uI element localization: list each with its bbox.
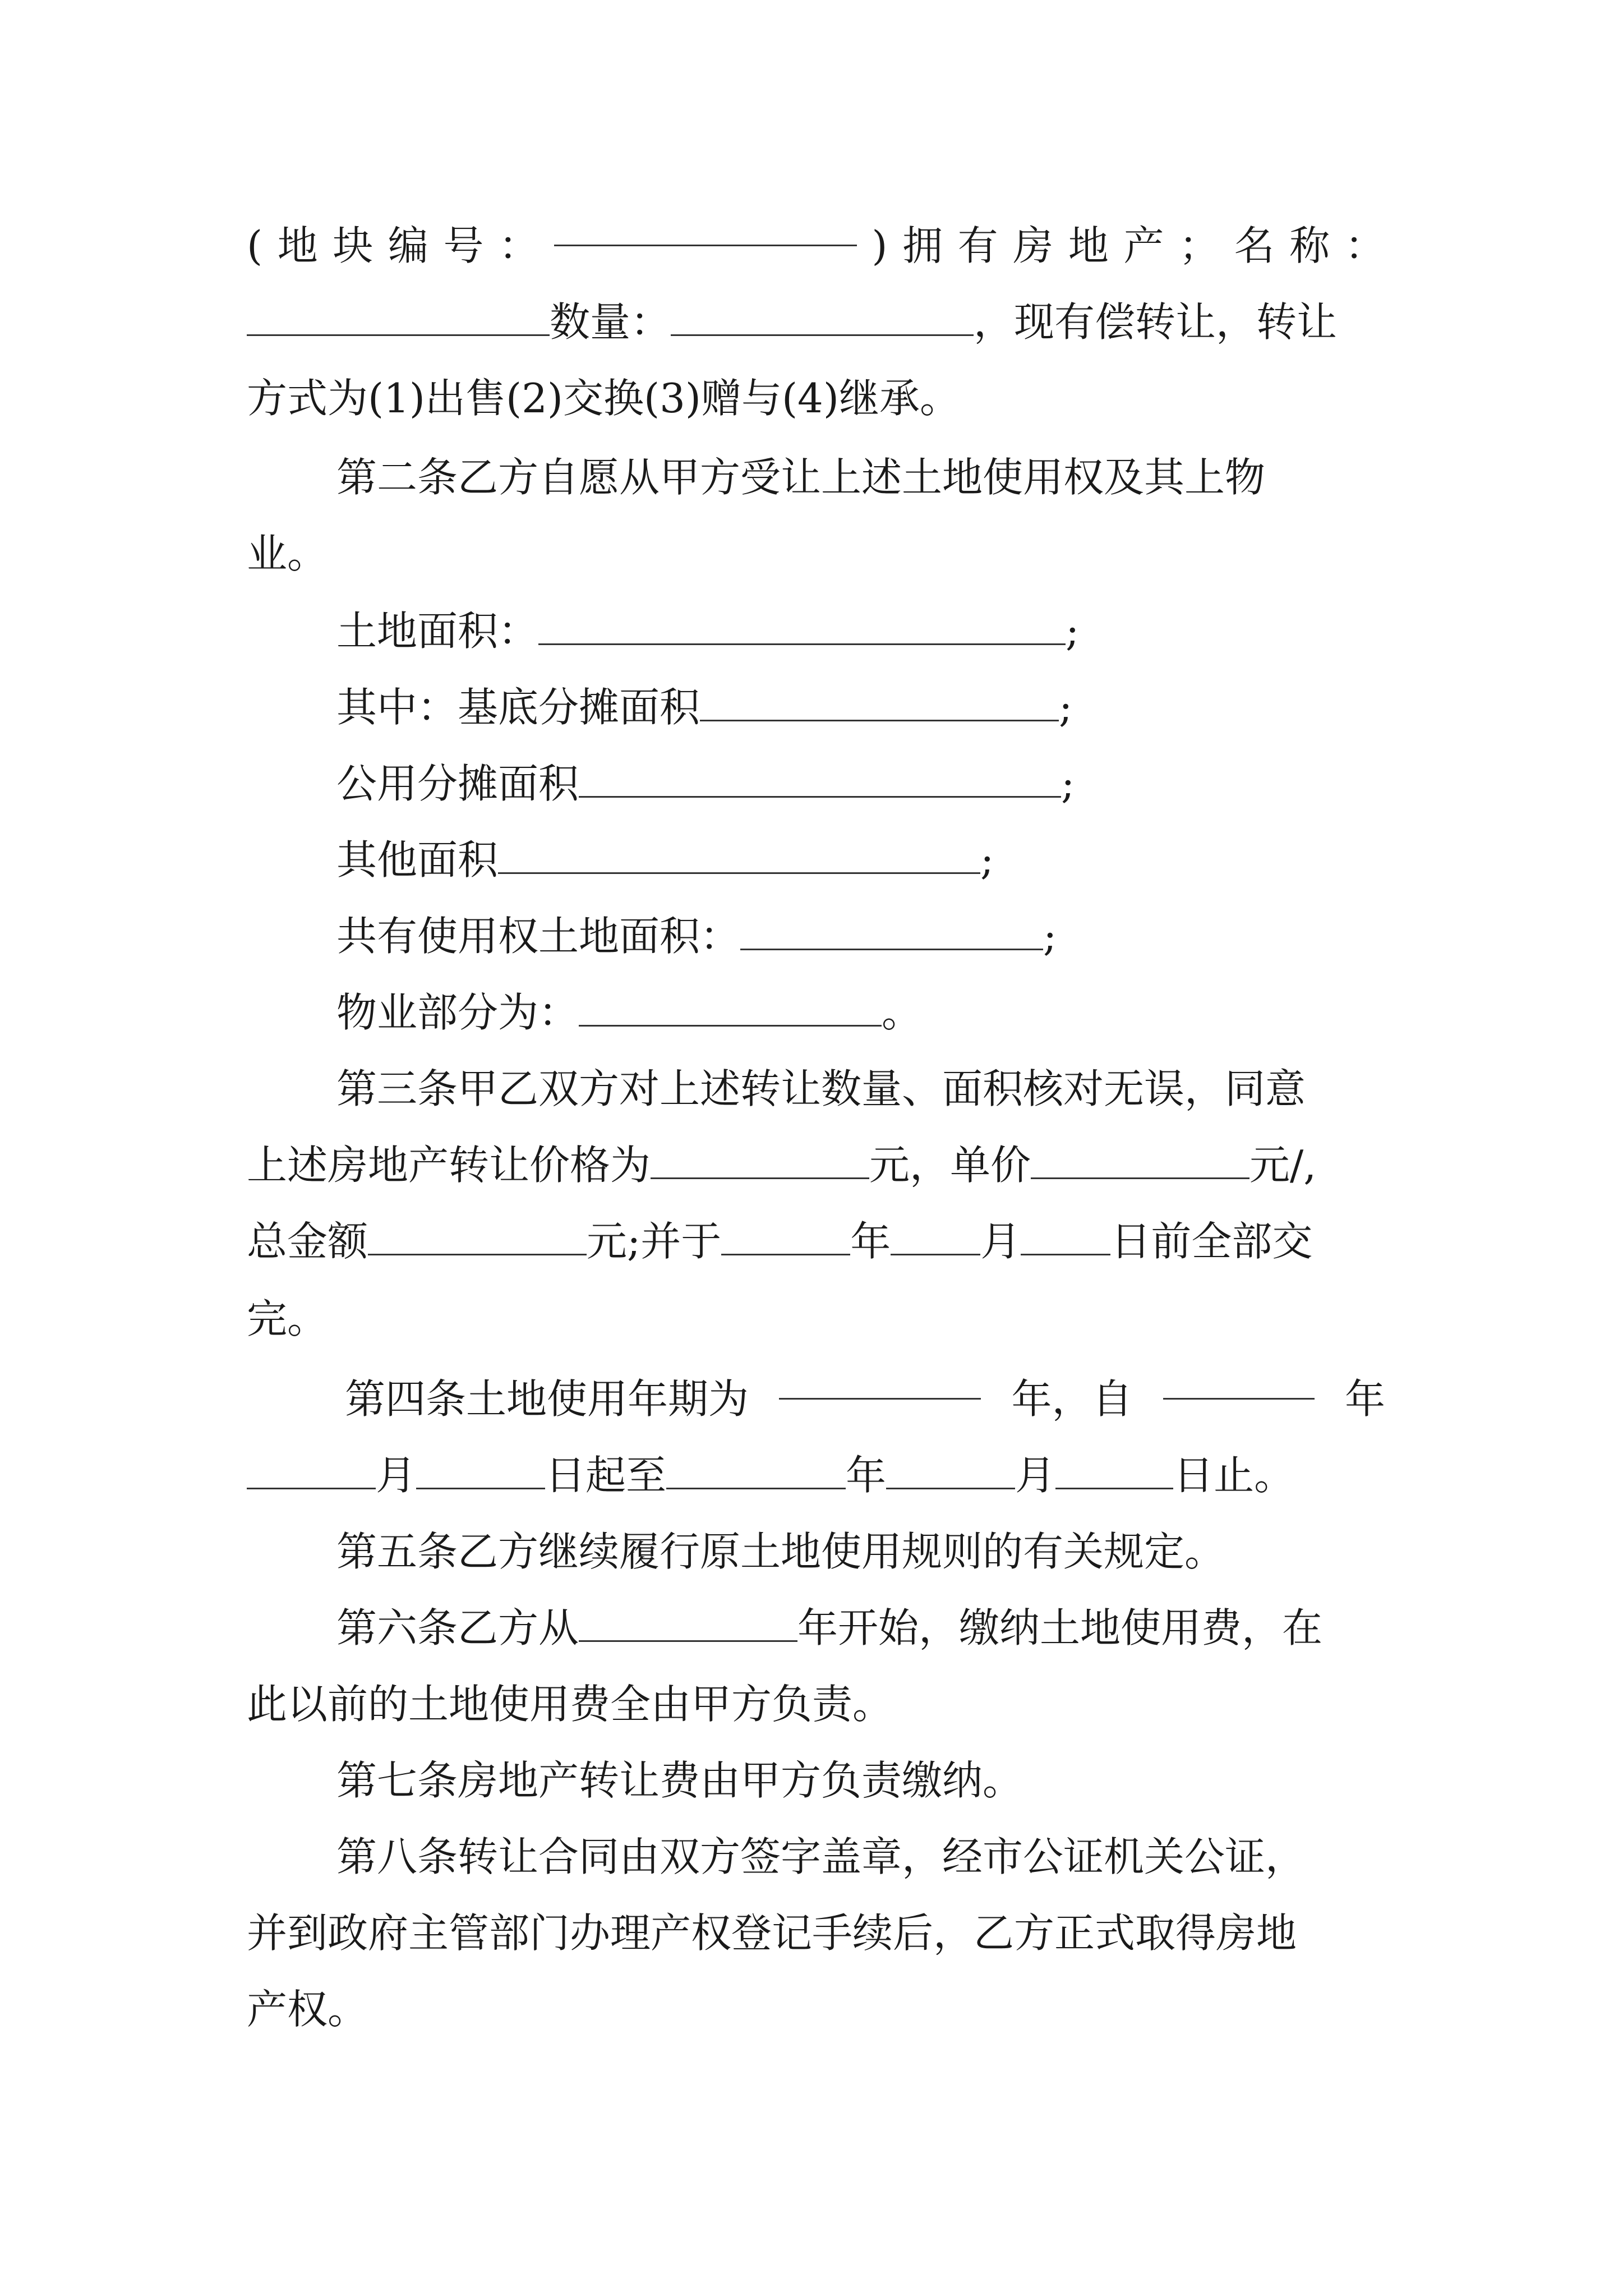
text-fragment: 第八条转让合同由双方签字盖章，经市公证机关公证， bbox=[336, 1833, 1306, 1880]
field-label: 其他面积 bbox=[336, 836, 499, 884]
field-base-shared-area bbox=[336, 668, 1475, 747]
public-shared-area-blank bbox=[579, 758, 1061, 798]
end-year-blank bbox=[666, 1450, 846, 1489]
text-fragment: 日止。 bbox=[1173, 1452, 1295, 1499]
field-public-shared-area bbox=[336, 744, 1475, 823]
text-fragment: 上述房地产转让价格为 bbox=[247, 1142, 651, 1189]
text-fragment: 地 bbox=[277, 222, 318, 269]
text-fragment: 日起至 bbox=[545, 1452, 667, 1499]
paragraph-line bbox=[247, 359, 1385, 438]
text-fragment: 总金额 bbox=[247, 1218, 368, 1265]
base-shared-area-blank bbox=[700, 682, 1059, 721]
text-fragment: ; bbox=[1059, 684, 1073, 731]
text-fragment: 并到政府主管部门办理产权登记手续后，乙方正式取得房地 bbox=[247, 1910, 1297, 1957]
land-area-blank bbox=[538, 605, 1066, 645]
text-fragment: 第二条乙方自愿从甲方受让上述土地使用权及其上物 bbox=[336, 454, 1266, 501]
fee-start-year-blank bbox=[579, 1602, 797, 1642]
field-label: 土地面积： bbox=[336, 608, 539, 655]
paragraph-line bbox=[247, 1665, 1385, 1743]
text-fragment: 完。 bbox=[247, 1295, 328, 1342]
text-fragment: 第七条房地产转让费由甲方负责缴纳。 bbox=[336, 1757, 1023, 1804]
text-fragment: 年 bbox=[850, 1218, 891, 1265]
text-fragment: ： bbox=[499, 222, 540, 269]
text-fragment: 月 bbox=[376, 1452, 417, 1499]
text-fragment: 月 bbox=[980, 1218, 1021, 1265]
text-fragment: 编 bbox=[388, 222, 428, 269]
text-fragment: 元;并于 bbox=[587, 1218, 722, 1265]
text-fragment: 年 bbox=[846, 1452, 887, 1499]
text-fragment: ; bbox=[980, 836, 994, 884]
text-fragment: 元/, bbox=[1249, 1142, 1317, 1189]
field-label: 物业部分为： bbox=[336, 989, 579, 1036]
term-years-blank bbox=[779, 1360, 981, 1400]
name-blank bbox=[247, 296, 550, 336]
paragraph-line bbox=[247, 1894, 1385, 1972]
quantity-blank bbox=[671, 296, 974, 336]
text-fragment: 第五条乙方继续履行原土地使用规则的有关规定。 bbox=[336, 1528, 1225, 1575]
field-co-owned-land-area bbox=[336, 897, 1475, 976]
start-month-blank bbox=[247, 1450, 376, 1489]
article-4-heading bbox=[345, 1360, 1385, 1438]
text-fragment: 数量： bbox=[550, 298, 671, 346]
paragraph-line bbox=[247, 514, 1385, 593]
text-fragment: 块 bbox=[333, 222, 374, 269]
article-6-heading bbox=[336, 1589, 1475, 1667]
day-blank bbox=[1021, 1216, 1110, 1255]
article-2-heading bbox=[336, 438, 1475, 517]
property-part-blank bbox=[579, 987, 882, 1027]
co-owned-land-area-blank bbox=[740, 910, 1043, 950]
paragraph-line-quantity bbox=[247, 283, 1385, 361]
field-label: 公用分摊面积 bbox=[336, 760, 579, 807]
plot-number-blank bbox=[554, 206, 857, 246]
text-fragment: 。 bbox=[882, 989, 923, 1036]
other-area-blank bbox=[498, 834, 980, 874]
start-year-blank bbox=[1163, 1360, 1315, 1400]
text-fragment: 年开始，缴纳土地使用费，在 bbox=[797, 1604, 1323, 1651]
text-fragment: ; bbox=[1061, 760, 1075, 807]
price-blank bbox=[651, 1139, 869, 1179]
text-fragment: 第三条甲乙双方对上述转让数量、面积核对无误，同意 bbox=[336, 1065, 1306, 1112]
paragraph-line bbox=[247, 1280, 1385, 1358]
text-fragment: ： bbox=[1344, 222, 1385, 269]
text-fragment: 月 bbox=[1015, 1452, 1056, 1499]
year-blank bbox=[721, 1216, 850, 1255]
text-fragment: ( bbox=[247, 222, 263, 269]
article-8-heading bbox=[336, 1818, 1475, 1896]
paragraph-line bbox=[247, 1970, 1385, 2049]
paragraph-line-plot-number bbox=[247, 206, 1385, 285]
field-land-area bbox=[336, 592, 1475, 670]
text-fragment: 称 bbox=[1289, 222, 1330, 269]
text-fragment: 第四条土地使用年期为 bbox=[345, 1375, 749, 1423]
text-fragment: 日前全部交 bbox=[1110, 1218, 1313, 1265]
end-day-blank bbox=[1055, 1450, 1173, 1489]
field-label: 其中：基底分摊面积 bbox=[336, 684, 700, 731]
paragraph-line-term-dates bbox=[247, 1436, 1385, 1515]
paragraph-line-total bbox=[247, 1202, 1385, 1281]
text-fragment: 方式为(1)出售(2)交换(3)赠与(4)继承。 bbox=[247, 375, 960, 422]
text-fragment: 拥 bbox=[902, 222, 943, 269]
text-fragment: ) bbox=[872, 222, 888, 269]
text-fragment: 年 bbox=[1344, 1375, 1385, 1423]
text-fragment: ； bbox=[1179, 222, 1220, 269]
text-fragment: 号 bbox=[443, 222, 484, 269]
text-fragment: 名 bbox=[1234, 222, 1275, 269]
article-7 bbox=[336, 1741, 1475, 1820]
text-fragment: 此以前的土地使用费全由甲方负责。 bbox=[247, 1681, 893, 1728]
text-fragment: 地 bbox=[1068, 222, 1109, 269]
month-blank bbox=[891, 1216, 980, 1255]
total-amount-blank bbox=[368, 1216, 587, 1255]
text-fragment: 产 bbox=[1123, 222, 1164, 269]
article-3-heading bbox=[336, 1050, 1475, 1128]
field-property-part bbox=[336, 973, 1475, 1052]
text-fragment: 业。 bbox=[247, 530, 328, 577]
text-fragment: ; bbox=[1066, 608, 1080, 655]
paragraph-line-price bbox=[247, 1126, 1385, 1204]
text-fragment: 房 bbox=[1013, 222, 1054, 269]
start-day-blank bbox=[416, 1450, 545, 1489]
article-5 bbox=[336, 1512, 1475, 1591]
unit-price-blank bbox=[1031, 1139, 1249, 1179]
text-fragment: 有 bbox=[957, 222, 998, 269]
text-fragment: 年，自 bbox=[1011, 1375, 1133, 1423]
field-other-area bbox=[336, 821, 1475, 899]
field-label: 共有使用权土地面积： bbox=[336, 913, 741, 960]
text-fragment: 第六条乙方从 bbox=[336, 1604, 579, 1651]
text-fragment: ; bbox=[1043, 913, 1057, 960]
end-month-blank bbox=[886, 1450, 1015, 1489]
text-fragment: ，现有偿转让，转让 bbox=[974, 298, 1338, 346]
text-fragment: 元，单价 bbox=[869, 1142, 1031, 1189]
text-fragment: 产权。 bbox=[247, 1986, 368, 2033]
